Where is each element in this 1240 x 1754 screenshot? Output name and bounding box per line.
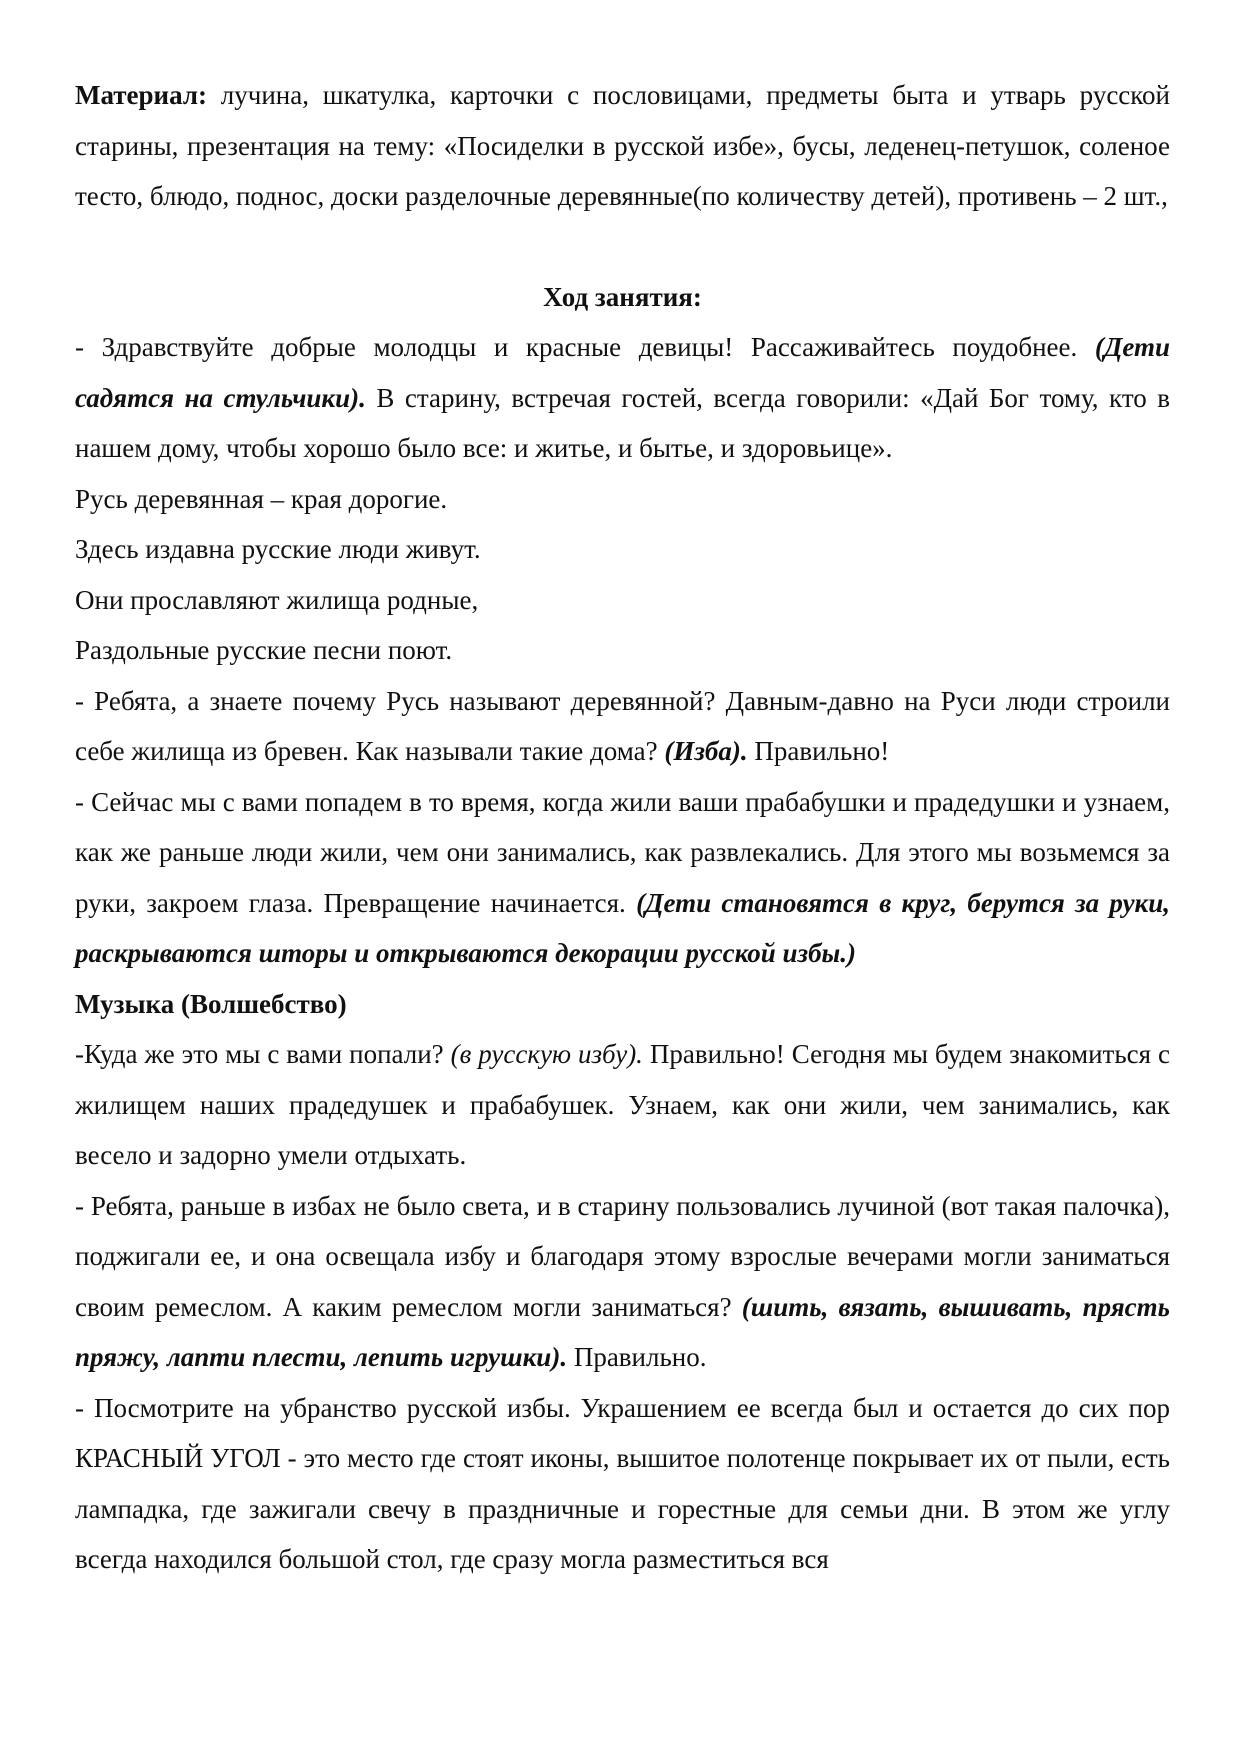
materials-label: Материал: [75, 80, 207, 110]
document-body [75, 70, 1170, 1585]
travel-paragraph: - Сейчас мы с вами попадем в то время, когда жили ваши прабабушки и прадедушки и узнаем, как же раньше люди жили, чем они занимались, как развлекались. Для этого мы возьмемся за руки, закроем глаза. Превращение начинается. (Дети становятся в круг, берутся за руки, раскрываются шторы и открываются декорации русской избы.) [75, 786, 1171, 968]
answer-note: (Изба). [664, 736, 748, 766]
poem-line: Они прославляют жилища родные, [75, 584, 479, 615]
red-corner-paragraph: - Посмотрите на убранство русской избы. Украшением ее всегда был и остается до сих пор КРАСНЫЙ УГОЛ - это место где стоят иконы, вышитое полотенце покрывает их от пыли, есть лампадка, где зажигали свечу в праздничные и горестные для семьи дни. В этом же углу всегда находился большой стол, где сразу могла разместиться вся [75, 1392, 1170, 1574]
stage-direction: (Дети садятся на стульчики). [75, 332, 1170, 413]
blank-line [75, 222, 1170, 272]
poem-line: Здесь издавна русские люди живут. [75, 534, 481, 564]
answer-note: (шить, вязать, вышивать, прясть пряжу, лапти плести, лепить игрушки). [75, 1291, 1171, 1372]
greeting-paragraph: - Здравствуйте добрые молодцы и красные девицы! Рассаживайтесь поудобнее. (Дети садятся на стульчики). В старину, встречая гостей, всегда говорили: «Дай Бог тому, кто в нашем дому, чтобы хорошо было все: и житье, и бытье, и здоровьице». [75, 332, 1171, 463]
materials-text: лучина, шкатулка, карточки с пословицами, предметы быта и утварь русской старины, презентация на тему: «Посиделки в русской избе», бусы, леденец-петушок, соленое тесто, блюдо, поднос, доски разделочные деревянные(по количеству детей), противень – 2 шт., [75, 80, 1170, 211]
section-title: Ход занятия: [543, 281, 702, 312]
music-heading: Музыка (Волшебство) [75, 988, 347, 1019]
poem-line: Раздольные русские песни поют. [75, 635, 453, 665]
stage-direction: (Дети становятся в круг, берутся за руки, раскрываются шторы и открываются декорации русской избы.) [75, 887, 1171, 968]
poem-line: Русь деревянная – края дорогие. [75, 483, 448, 514]
where-paragraph: -Куда же это мы с вами попали? (в русскую избу). Правильно! Сегодня мы будем знакомиться с жилищем наших прадедушек и прабабушек. Узнаем, как они жили, чем занимались, как весело и задорно умели отдыхать. [75, 1039, 1170, 1170]
izba-paragraph: - Ребята, а знаете почему Русь называют деревянной? Давным-давно на Руси люди строили себе жилища из бревен. Как называли такие дома? (Изба). Правильно! [75, 685, 1170, 766]
luchina-paragraph: - Ребята, раньше в избах не было света, и в старину пользовались лучиной (вот такая палочка), поджигали ее, и она освещала избу и благодаря этому взрослые вечерами могли заниматься своим ремеслом. А каким ремеслом могли заниматься? (шить, вязать, вышивать, прясть пряжу, лапти плести, лепить игрушки). Правильно. [75, 1190, 1171, 1372]
materials-paragraph [75, 70, 1170, 222]
answer-note: (в русскую избу). [450, 1039, 643, 1069]
